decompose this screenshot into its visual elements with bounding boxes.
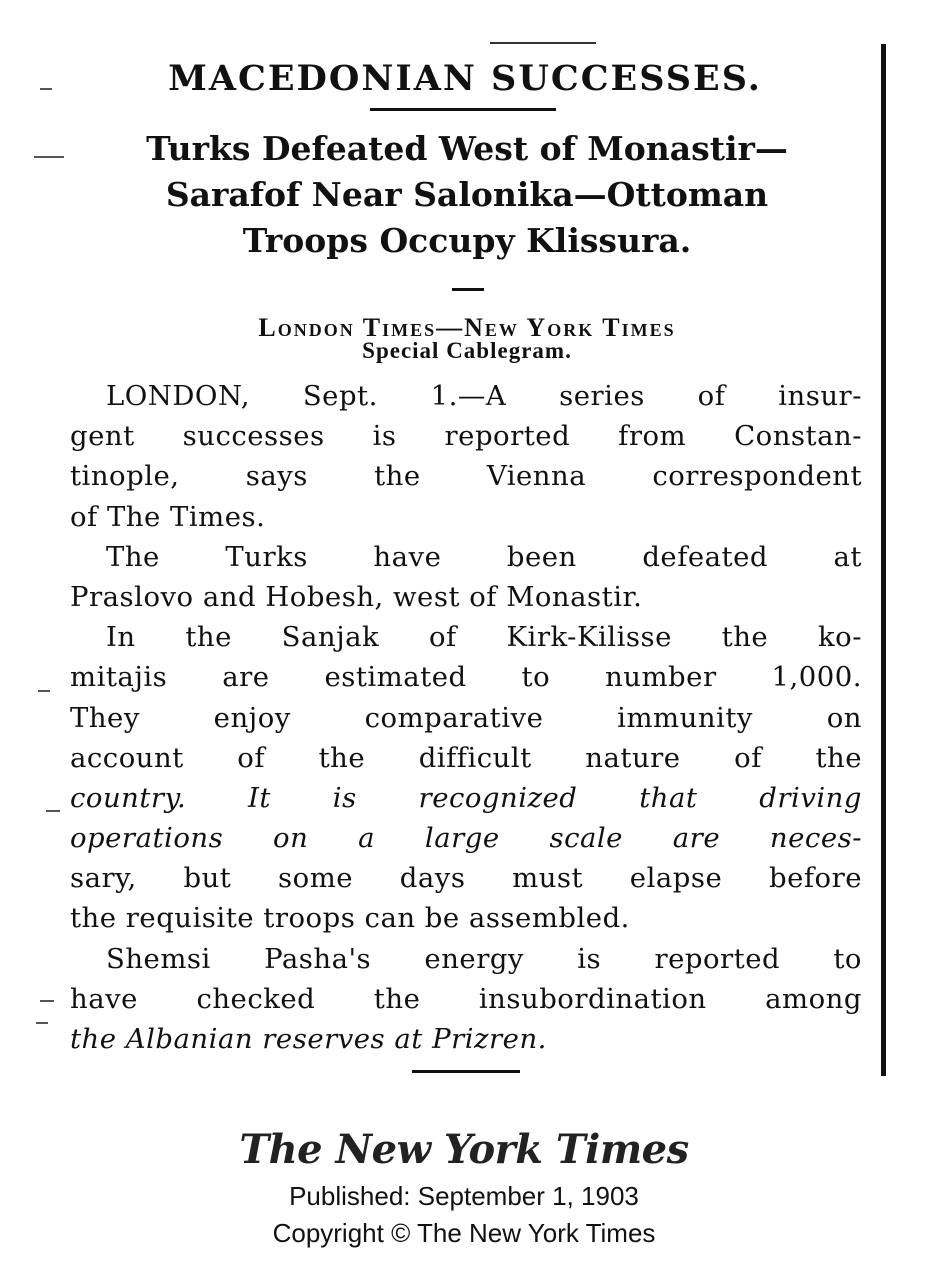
- headline: MACEDONIAN SUCCESSES.: [168, 58, 762, 99]
- body-line: mitajis are estimated to number 1,000.: [70, 661, 862, 694]
- article-body: [70, 376, 862, 1059]
- nyt-masthead-logo: The New York Times: [239, 1126, 689, 1173]
- margin-speck: [36, 1022, 48, 1024]
- sub-byline: Special Cablegram.: [362, 338, 572, 363]
- deck: [62, 126, 872, 264]
- body-line: In the Sanjak of Kirk-Kilisse the ko-: [106, 621, 862, 654]
- copyright-notice: Copyright © The New York Times: [272, 1218, 656, 1248]
- column-rule: [881, 44, 886, 1076]
- margin-speck: [46, 810, 60, 812]
- deck-line: Troops Occupy Klissura.: [242, 221, 692, 260]
- published-date: Published: September 1, 1903: [289, 1181, 639, 1211]
- margin-speck: [34, 156, 64, 158]
- margin-speck: [40, 88, 52, 90]
- body-line: LONDON, Sept. 1.—A series of insur-: [106, 380, 862, 412]
- body-line: They enjoy comparative immunity on: [70, 701, 862, 734]
- deck-line: Turks Defeated West of Monastir—: [146, 129, 788, 168]
- body-line: sary, but some days must elapse before: [70, 862, 862, 895]
- body-line: tinople, says the Vienna correspondent: [70, 460, 862, 493]
- margin-speck: [40, 1000, 54, 1002]
- byline: London Times—New York Times: [258, 313, 676, 342]
- top-rule: [490, 42, 596, 44]
- body-line: account of the difficult nature of the: [70, 741, 862, 774]
- body-line: operations on a large scale are neces-: [70, 822, 862, 855]
- end-rule: [412, 1070, 520, 1073]
- body-line: gent successes is reported from Constan-: [70, 420, 862, 453]
- body-line: Praslovo and Hobesh, west of Monastir.: [70, 580, 643, 613]
- body-line: The Turks have been defeated at: [106, 540, 862, 573]
- body-line: the Albanian reserves at Prizren.: [70, 1023, 547, 1055]
- deck-rule: [452, 288, 484, 291]
- headline-rule: [370, 108, 556, 111]
- body-line: country. It is recognized that driving: [70, 781, 862, 814]
- body-line: the requisite troops can be assembled.: [70, 902, 630, 935]
- margin-speck: [38, 690, 50, 692]
- body-line: of The Times.: [70, 500, 266, 533]
- body-line: Shemsi Pasha's energy is reported to: [106, 942, 862, 975]
- deck-line: Sarafof Near Salonika—Ottoman: [165, 175, 769, 214]
- body-line: have checked the insubordination among: [70, 982, 862, 1015]
